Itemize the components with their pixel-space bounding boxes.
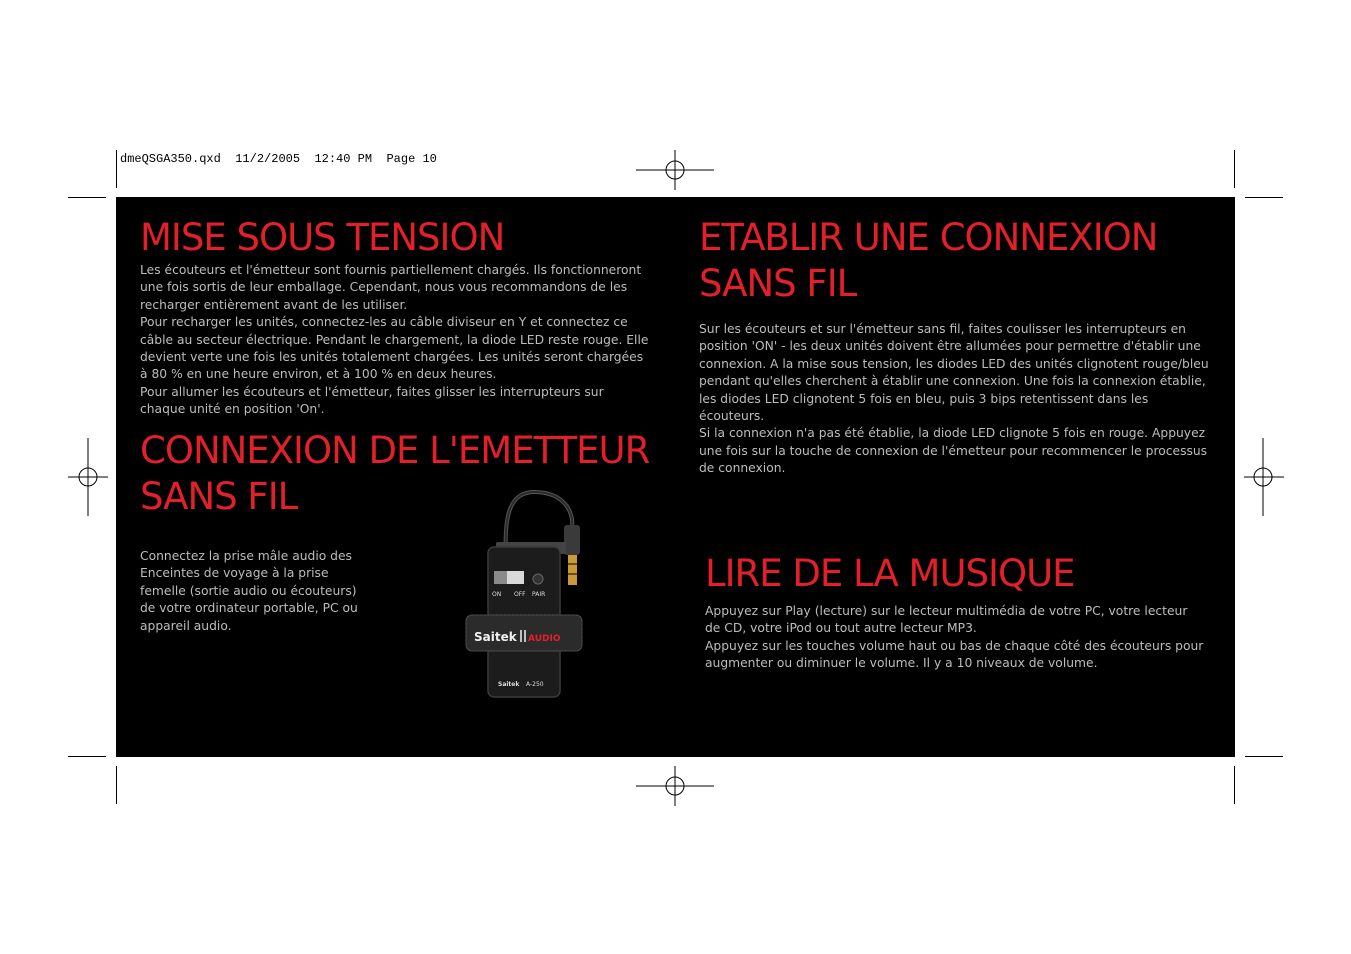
crop-mark-tl-h xyxy=(68,197,106,198)
music-title: LIRE DE LA MUSIQUE xyxy=(705,552,1075,595)
body-brand-label: Saitek xyxy=(498,681,520,688)
wireless-title xyxy=(699,215,1157,307)
music-paragraph-1: Appuyez sur Play (lecture) sur le lecteur multimédia de votre PC, votre lecteur de CD, votre iPod ou tout autre lecteur MP3. xyxy=(705,604,1188,636)
slug-date: 11/2/2005 xyxy=(235,152,301,166)
slug-time: 12:40 PM xyxy=(314,152,373,166)
power-on-title: MISE SOUS TENSION xyxy=(140,216,505,259)
transmitter-title-line-1: CONNEXION DE L'EMETTEUR xyxy=(140,429,650,472)
wireless-paragraph-1: Sur les écouteurs et sur l'émetteur sans fil, faites coulisser les interrupteurs en position 'ON' - les deux unités doivent être allumées pour permettre d'établir une connexion. A la mise sous tension, les diodes LED des unités clignotent rouge/bleu pendant qu'elles cherchent à établir une connexion. Une fois la connexion établie, les diodes LED clignotent 5 fois en bleu, puis 3 bips retentissent dans les écouteurs. xyxy=(699,322,1209,424)
strap-brand-label: Saitek xyxy=(474,630,517,644)
file-slug xyxy=(120,152,437,166)
wireless-title-line-1: ETABLIR UNE CONNEXION xyxy=(699,216,1158,259)
crop-mark-bl-v xyxy=(116,766,117,804)
crop-mark-tl-v xyxy=(116,150,117,188)
registration-mark-right-icon xyxy=(1242,438,1284,516)
power-on-text xyxy=(140,262,650,419)
registration-mark-bottom-icon xyxy=(636,766,714,808)
saitek-transmitter-image xyxy=(464,487,584,699)
device-switch-off-label: OFF xyxy=(514,591,526,598)
transmitter-text: Connectez la prise mâle audio des Enceintes de voyage à la prise femelle (sortie audio ou écouteurs) de votre ordinateur portable, PC ou appareil audio. xyxy=(140,549,358,633)
registration-mark-left-icon xyxy=(68,438,110,516)
power-on-paragraph-1: Les écouteurs et l'émetteur sont fournis partiellement chargés. Ils fonctionneront une fois sortis de leur emballage. Cependant, nous vous recommandons de les recharger entièrement avant de les utiliser. xyxy=(140,263,642,312)
crop-mark-br-v xyxy=(1234,766,1235,804)
content-panel xyxy=(116,197,1235,757)
power-on-paragraph-2: Pour recharger les unités, connectez-les au câble diviseur en Y et connectez ce câble au secteur électrique. Pendant le chargement, la diode LED reste rouge. Elle devient verte une fois les unités totalement chargées. Les unités seront chargées à 80 % en une heure environ, et à 100 % en deux heures. xyxy=(140,315,649,382)
model-label: A-250 xyxy=(526,681,544,688)
crop-mark-bl-h xyxy=(68,756,106,757)
wireless-title-line-2: SANS FIL xyxy=(699,262,857,305)
transmitter-title-line-2: SANS FIL xyxy=(140,475,298,518)
crop-mark-tr-h xyxy=(1245,197,1283,198)
device-switch-on-label: ON xyxy=(492,591,502,598)
music-text xyxy=(705,603,1205,673)
music-paragraph-2: Appuyez sur les touches volume haut ou bas de chaque côté des écouteurs pour augmenter ou diminuer le volume. Il y a 10 niveaux de volume. xyxy=(705,638,1204,671)
strap-tag-label: AUDIO xyxy=(528,634,561,644)
registration-mark-top-icon xyxy=(636,150,714,192)
wireless-paragraph-2: Si la connexion n'a pas été établie, la diode LED clignote 5 fois en rouge. Appuyez une fois sur la touche de connexion de l'émetteur pour recommencer le processus de connexion. xyxy=(699,426,1208,476)
crop-mark-tr-v xyxy=(1234,150,1235,188)
slug-file: dmeQSGA350.qxd xyxy=(120,152,221,166)
power-on-paragraph-3: Pour allumer les écouteurs et l'émetteur, faites glisser les interrupteurs sur chaque unité en position 'On'. xyxy=(140,384,604,417)
slug-page: Page 10 xyxy=(386,152,437,166)
device-pair-label: PAIR xyxy=(532,591,546,598)
wireless-text xyxy=(699,321,1211,478)
crop-mark-br-h xyxy=(1245,756,1283,757)
